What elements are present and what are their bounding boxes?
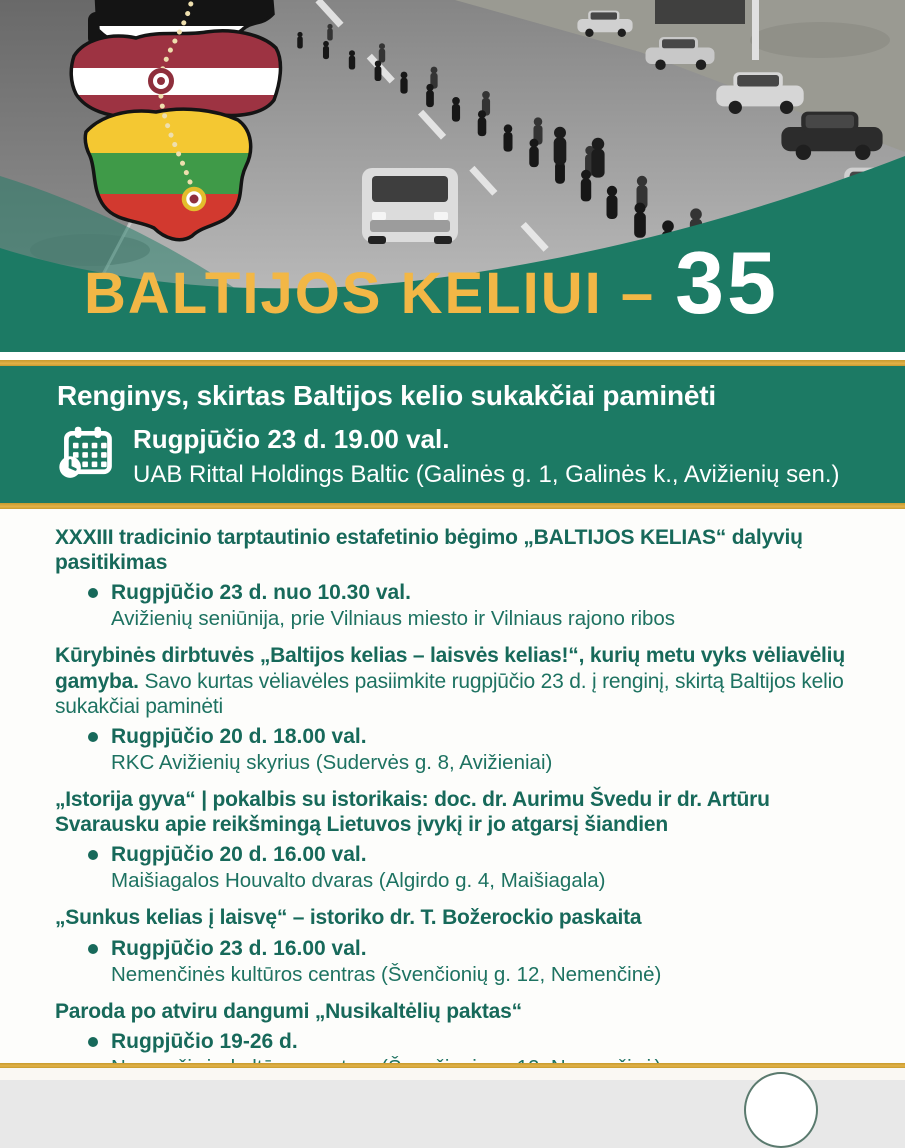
white-strip	[0, 352, 905, 360]
bullet-icon	[88, 850, 98, 860]
banner-heading: Renginys, skirtas Baltijos kelio sukakčiai paminėti	[57, 380, 716, 411]
banner-location: UAB Rittal Holdings Baltic (Galinės g. 1, Galinės k., Avižienių sen.)	[133, 461, 840, 488]
bullet-icon	[88, 732, 98, 742]
list-item	[55, 905, 853, 986]
list-item	[55, 525, 853, 631]
list-item	[55, 643, 853, 775]
event-date: Rugpjūčio 23 d. nuo 10.30 val.	[111, 581, 411, 605]
partial-logo-circle	[744, 1072, 818, 1148]
lithuania-map-shape	[66, 104, 286, 246]
event-location: Nemenčinės kultūros centras (Švenčionių g. 12, Nemenčinė)	[111, 962, 662, 986]
baltic-map	[66, 0, 286, 246]
fence	[655, 0, 745, 24]
event-location: RKC Avižienių skyrius (Sudervės g. 8, Avižieniai)	[111, 750, 553, 774]
utility-pole	[752, 0, 759, 60]
poster-title	[84, 232, 884, 334]
event-title: „Istorija gyva“ | pokalbis su istorikais: doc. dr. Aurimu Švedu ir dr. Artūru Svarausku apie reikšmingą Lietuvos įvykį ir jo atgarsį šiandien	[55, 787, 770, 837]
vilnius-marker-icon	[184, 189, 204, 209]
event-date: Rugpjūčio 20 d. 16.00 val.	[111, 843, 367, 867]
event-title: Paroda po atviru dangumi „Nusikaltėlių paktas“	[55, 999, 522, 1023]
event-title: XXXIII tradicinio tarptautinio estafetinio bėgimo „BALTIJOS KELIAS“ dalyvių pasitikimas	[55, 526, 803, 575]
event-location: Maišiagalos Houvalto dvaras (Algirdo g. 4, Maišiagala)	[111, 869, 606, 893]
event-date: Rugpjūčio 20 d. 18.00 val.	[111, 724, 367, 748]
event-title: Kūrybinės dirbtuvės „Baltijos kelias – laisvės kelias!“, kurių metu vyks vėliavėlių gamyba. Savo kurtas vėliavėles pasiimkite rugpjūčio 23 d. į renginį, skirtą Baltijos kelio sukakčiai paminėti	[55, 644, 845, 718]
bullet-icon	[88, 1037, 98, 1047]
list-item	[55, 787, 853, 893]
poster-title-text: BALTIJOS KELIUI –	[84, 261, 656, 326]
bullet-icon	[88, 944, 98, 954]
event-title: „Sunkus kelias į laisvę“ – istoriko dr. T. Božerockio paskaita	[55, 906, 642, 930]
banner-datetime: Rugpjūčio 23 d. 19.00 val.	[133, 424, 450, 454]
poster-title-number: 35	[675, 233, 779, 332]
calendar-clock-icon	[57, 424, 117, 487]
event-date: Rugpjūčio 23 d. 16.00 val.	[111, 936, 367, 960]
event-location: Avižienių seniūnija, prie Vilniaus miesto ir Vilniaus rajono ribos	[111, 607, 676, 631]
event-date: Rugpjūčio 19-26 d.	[111, 1029, 298, 1053]
events-list	[0, 509, 905, 1063]
riga-marker-icon	[151, 71, 172, 92]
main-event-banner	[0, 366, 905, 503]
bullet-icon	[88, 588, 98, 598]
